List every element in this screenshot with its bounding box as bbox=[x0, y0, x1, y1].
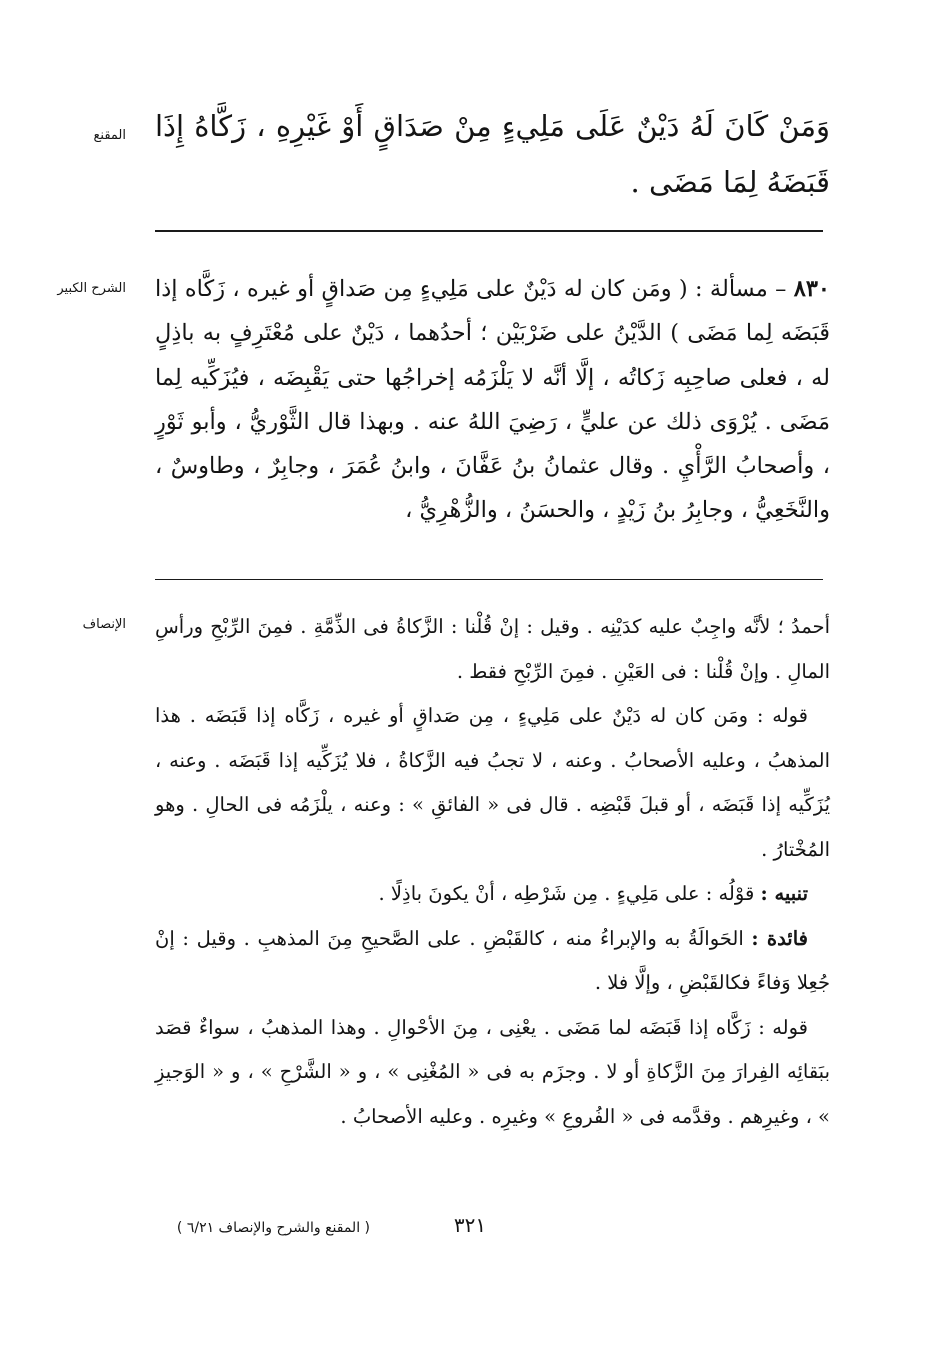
volume-reference: ( المقنع والشرح والإنصاف ٦/٢١ ) bbox=[176, 1220, 370, 1236]
note-label: تنبيه : bbox=[760, 882, 808, 905]
benefit-body: الحَوالَةُ به والإبراءُ منه ، كالقَبْضِ . على الصَّحيحِ مِنَ المذهبِ . وقيل : إنْ جُعِلا وَفاءً فكالقَبْضِ ، وإلَّا فلا . bbox=[155, 926, 830, 994]
insaf-paragraph-1: أحمدُ ؛ لأنَّه واجِبٌ عليه كدَيْنِه . وقيل : إنْ قُلْنا : الزَّكاةُ فى الذِّمَّةِ . فمِنَ الرِّبْحِ ورأسِ المالِ . وإنْ قُلْنا : فى العَيْنِ . فمِنَ الرِّبْحِ فقط . bbox=[155, 615, 830, 683]
section-label-insaf: الإنصاف bbox=[82, 617, 126, 632]
note-body: قوْلُه : على مَلِيءٍ . مِن شَرْطِه ، أنْ يكونَ باذِلًا . bbox=[378, 882, 755, 905]
sharh-body: – مسألة : ( ومَن كان له دَيْنٌ على مَلِيءٍ مِن صَداقٍ أو غيره ، زَكَّاه إذا قَبَضَه لِما مَضَى ) الدَّيْنُ على ضَرْبَيْن ؛ أحدُهما ، دَيْنٌ على مُعْتَرِفٍ به باذِلٍ له ، فعلى صاحِبِه زَكاتُه ، إلَّا أنَّه لا يَلْزَمُه إخراجُها حتى يَقْبِضَه ، فيُزَكِّيه لِما مَضَى . يُرْوَى ذلك عن عليٍّ ، رَضِيَ اللهُ عنه . وبهذا قال الثَّوْريُّ ، وأبو ثَوْرٍ ، وأصحابُ الرَّأْيِ . وقال عثمانُ بنُ عَفَّانَ ، وابنُ عُمَرَ ، وجابِرٌ ، وطاوسٌ ، والنَّخَعِيُّ ، وجابِرُ بنُ زَيْدٍ ، والحسَنُ ، والزُّهْرِيُّ ، bbox=[155, 276, 830, 524]
sharh-text bbox=[155, 267, 830, 533]
sharh-paragraph bbox=[155, 267, 830, 533]
divider-sharh bbox=[155, 579, 823, 580]
insaf-paragraph-4 bbox=[155, 917, 830, 1006]
muqni-text bbox=[155, 98, 830, 210]
section-label-muqni: المقنع bbox=[93, 128, 126, 143]
insaf-paragraph-3 bbox=[155, 872, 830, 917]
issue-number: ٨٣٠ bbox=[793, 276, 830, 302]
benefit-label: فائدة : bbox=[751, 926, 809, 950]
divider-muqni bbox=[155, 230, 823, 232]
page-number: ٣٢١ bbox=[453, 1213, 487, 1237]
insaf-text bbox=[155, 605, 830, 1139]
insaf-paragraph-5: قوله : زَكَّاه إذا قَبَضَه لما مَضَى . يعْنِى ، مِنَ الأحْوالِ . وهذا المذهبُ ، سواءٌ قصَد ببَقائِه الفِرارَ مِنَ الزَّكاةِ أو لا . وجزَم به فى « المُغْنِى » ، و « الشَّرْحِ » ، و « الوَجيزِ » ، وغيرِهم . وقدَّمه فى « الفُروعِ » وغيرِه . وعليه الأصحابُ . bbox=[155, 1015, 830, 1128]
muqni-paragraph: وَمَنْ كَانَ لَهُ دَيْنٌ عَلَى مَلِيءٍ مِنْ صَدَاقٍ أَوْ غَيْرِهِ ، زَكَّاهُ إِذَا قَبَضَهُ لِمَا مَضَى . bbox=[155, 109, 830, 199]
insaf-paragraph-2: قوله : ومَن كان له دَيْنٌ على مَلِيءٍ ، مِن صَداقٍ أو غيره ، زَكَّاه إذا قَبَضَه . هذا المذهبُ ، وعليه الأصحابُ . وعنه ، لا تجبُ فيه الزَّكاةُ ، فلا يُزَكِّيه إذا قَبَضَه . وعنه ، يُزَكِّيه إذا قَبَضَه ، أو قبلَ قَبْضِه . قال فى « الفائقِ » : وعنه ، يلْزَمُه فى الحالِ . وهو المُخْتارُ . bbox=[155, 704, 830, 861]
section-label-sharh: الشرح الكبير bbox=[57, 281, 126, 296]
